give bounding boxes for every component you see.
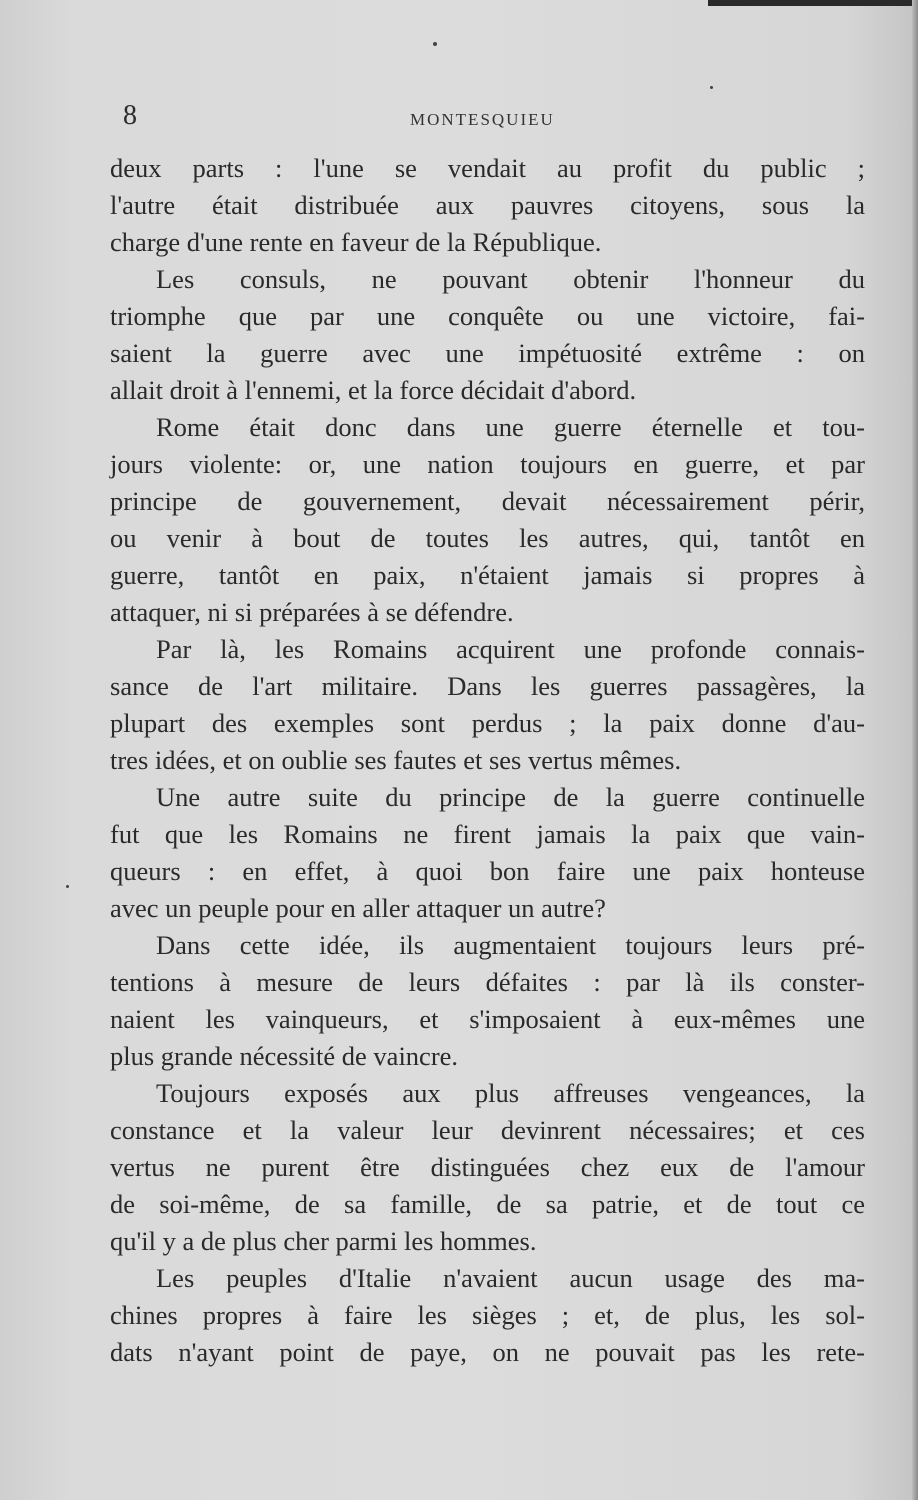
text-line: jours violente: or, une nation toujours en guerre, et par: [110, 449, 865, 479]
ink-speck: [66, 885, 69, 888]
text-line: saient la guerre avec une impétuosité extrême : on: [110, 338, 865, 368]
text-line: sance de l'art militaire. Dans les guerres passagères, la: [110, 671, 865, 701]
text-line: ou venir à bout de toutes les autres, qui, tantôt en: [110, 523, 865, 553]
paragraph-8: [110, 1260, 865, 1371]
body-text: [110, 150, 865, 1371]
paragraph-2: [110, 261, 865, 409]
paragraph-1: [110, 150, 865, 261]
paragraph-3: [110, 409, 865, 631]
paragraph-7: [110, 1075, 865, 1260]
text-line: triomphe que par une conquête ou une victoire, fai-: [110, 301, 865, 331]
text-line: allait droit à l'ennemi, et la force décidait d'abord.: [110, 375, 637, 405]
page-right-edge: [912, 0, 918, 1500]
paragraph-4: [110, 631, 865, 779]
text-line: dats n'ayant point de paye, on ne pouvait pas les rete-: [110, 1337, 865, 1367]
text-line: de soi-même, de sa famille, de sa patrie, et de tout ce: [110, 1189, 865, 1219]
text-line: Les consuls, ne pouvant obtenir l'honneur du: [156, 264, 865, 294]
text-line: tres idées, et on oublie ses fautes et ses vertus mêmes.: [110, 745, 682, 775]
text-line: Les peuples d'Italie n'avaient aucun usage des ma-: [156, 1263, 865, 1293]
text-line: attaquer, ni si préparées à se défendre.: [110, 597, 514, 627]
page-header: [0, 96, 918, 136]
text-line: vertus ne purent être distinguées chez eux de l'amour: [110, 1152, 865, 1182]
paragraph-6: [110, 927, 865, 1075]
text-line: constance et la valeur leur devinrent nécessaires; et ces: [110, 1115, 865, 1145]
text-line: deux parts : l'une se vendait au profit du public ;: [110, 153, 865, 183]
text-line: principe de gouvernement, devait nécessairement périr,: [110, 486, 865, 516]
ink-speck: [433, 42, 437, 46]
text-line: Toujours exposés aux plus affreuses vengeances, la: [156, 1078, 865, 1108]
text-line: charge d'une rente en faveur de la République.: [110, 227, 602, 257]
text-line: avec un peuple pour en aller attaquer un autre?: [110, 893, 606, 923]
text-line: Dans cette idée, ils augmentaient toujours leurs pré-: [156, 930, 865, 960]
text-line: qu'il y a de plus cher parmi les hommes.: [110, 1226, 537, 1256]
text-line: naient les vainqueurs, et s'imposaient à eux-mêmes une: [110, 1004, 865, 1034]
text-line: Rome était donc dans une guerre éternelle et tou-: [156, 412, 865, 442]
text-line: chines propres à faire les sièges ; et, de plus, les sol-: [110, 1300, 865, 1330]
paragraph-5: [110, 779, 865, 927]
text-line: Une autre suite du principe de la guerre continuelle: [156, 782, 865, 812]
page-number: 8: [123, 100, 137, 131]
text-line: Par là, les Romains acquirent une profonde connais-: [156, 634, 865, 664]
text-line: fut que les Romains ne firent jamais la paix que vain-: [110, 819, 865, 849]
ink-speck: [710, 86, 713, 89]
text-line: l'autre était distribuée aux pauvres citoyens, sous la: [110, 190, 865, 220]
text-line: guerre, tantôt en paix, n'étaient jamais si propres à: [110, 560, 865, 590]
text-line: plupart des exemples sont perdus ; la paix donne d'au-: [110, 708, 865, 738]
page-top-edge: [708, 0, 918, 6]
text-line: tentions à mesure de leurs défaites : par là ils conster-: [110, 967, 865, 997]
text-line: queurs : en effet, à quoi bon faire une paix honteuse: [110, 856, 865, 886]
text-line: plus grande nécessité de vaincre.: [110, 1041, 459, 1071]
running-head: MONTESQUIEU: [410, 110, 555, 129]
